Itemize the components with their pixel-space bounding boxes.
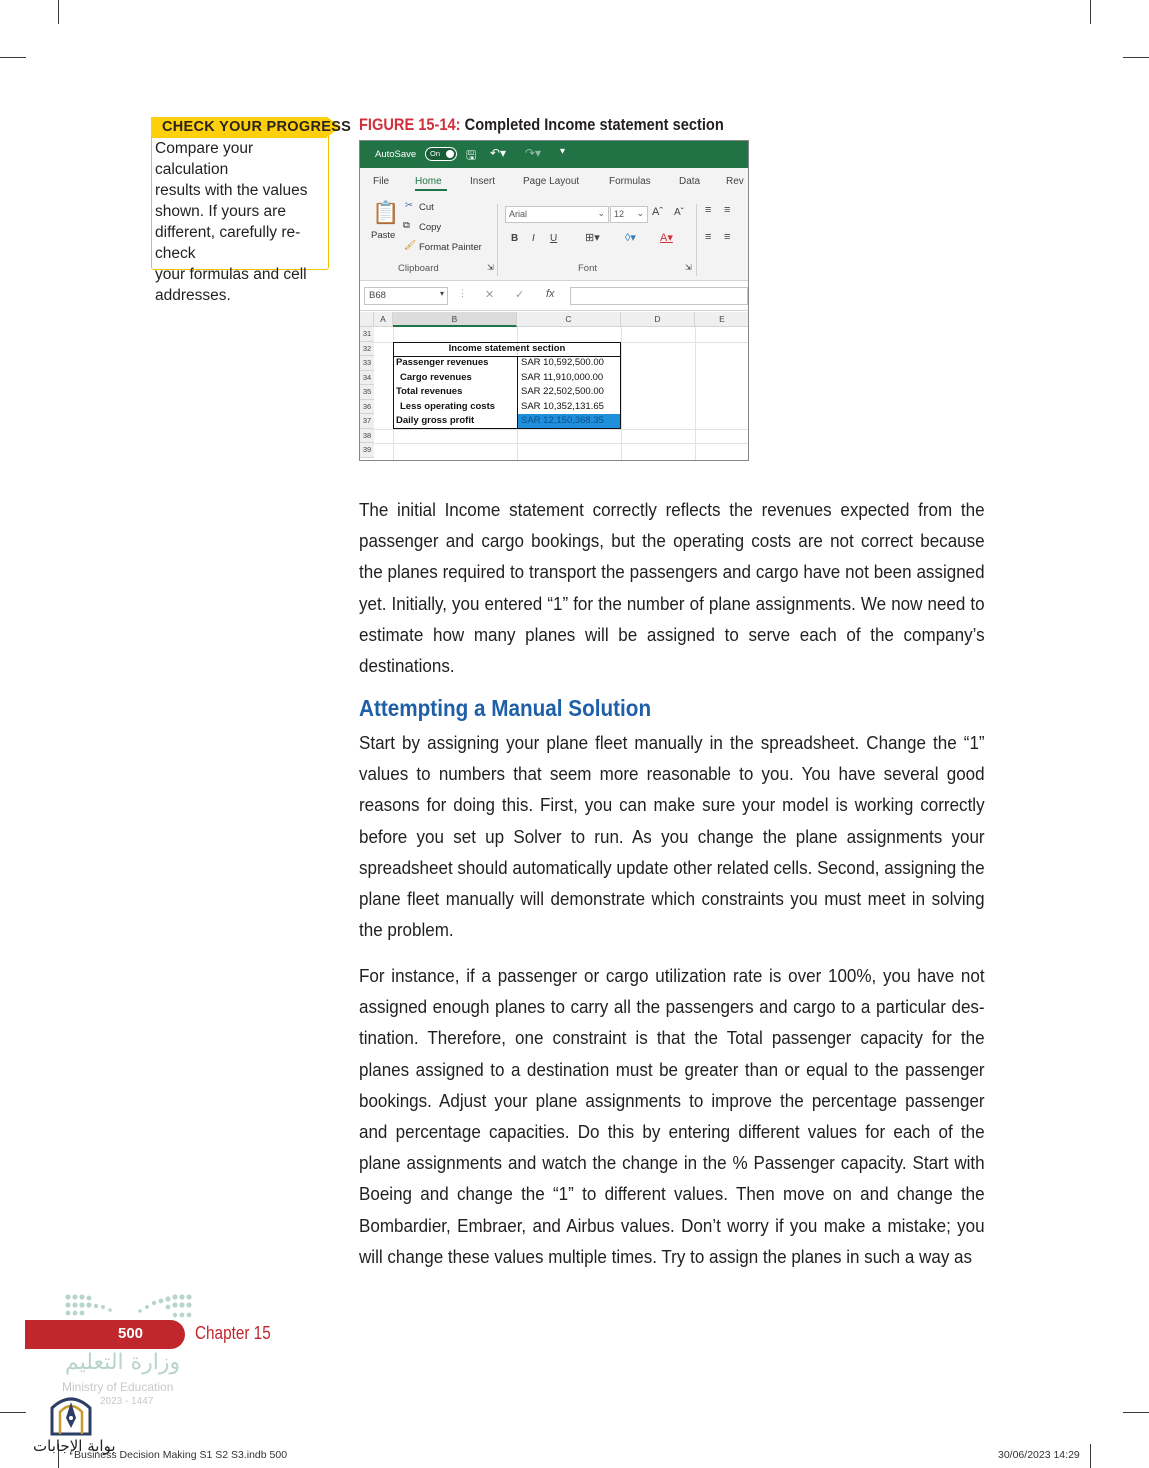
row-header[interactable]: 35 [360, 385, 374, 400]
row-header[interactable]: 36 [360, 400, 374, 415]
format-painter-label[interactable]: Format Painter [419, 242, 482, 253]
font-size-select[interactable] [610, 206, 648, 223]
name-box[interactable] [364, 287, 448, 305]
tab-home[interactable]: Home [415, 176, 442, 187]
more-icon: ⋮ [458, 288, 467, 298]
check-progress-title: CHECK YOUR PROGRESS [162, 119, 352, 135]
check-progress-line: your formulas and cell [155, 266, 307, 283]
table-row-label[interactable]: Daily gross profit [396, 415, 475, 426]
autosave-toggle-label: On [430, 149, 441, 158]
chevron-down-icon: ⌄ [636, 208, 644, 218]
font-name-value: Arial [509, 209, 528, 219]
gridline [374, 429, 749, 430]
ministry-dots-graphic [64, 1293, 204, 1323]
row-header[interactable]: 37 [360, 414, 374, 429]
site-logo-icon [48, 1388, 94, 1436]
font-size-value: 12 [614, 209, 625, 219]
table-row-value[interactable]: SAR 10,352,131.65 [521, 400, 604, 412]
tab-page-layout[interactable]: Page Layout [523, 176, 580, 187]
row-header[interactable]: 39 [360, 443, 374, 458]
redo-icon[interactable]: ↷▾ [525, 146, 542, 160]
column-header-e[interactable]: E [695, 312, 749, 327]
copy-label[interactable]: Copy [419, 222, 442, 233]
crop-mark [0, 1412, 26, 1413]
table-row-value[interactable]: SAR 11,910,000.00 [521, 371, 604, 383]
ministry-name-arabic: وزارة التعليم [65, 1350, 181, 1375]
autosave-label: AutoSave [375, 149, 417, 160]
format-painter-icon[interactable]: 🖌 [404, 240, 417, 251]
formula-bar [360, 281, 749, 311]
tab-data[interactable]: Data [679, 176, 701, 187]
crop-mark [1123, 57, 1149, 58]
dialog-launcher-icon[interactable]: ⇲ [685, 263, 692, 272]
crop-mark [1090, 0, 1091, 24]
insert-function-icon[interactable]: fx [546, 288, 555, 300]
ribbon-separator [497, 204, 498, 276]
row-header[interactable]: 33 [360, 356, 374, 371]
copy-icon[interactable]: ⧉ [403, 220, 410, 231]
chevron-down-icon: ⌄ [597, 208, 605, 218]
check-progress-line: addresses. [155, 287, 231, 304]
font-group-label: Font [578, 263, 598, 274]
check-progress-text [155, 138, 327, 306]
cancel-icon[interactable]: ✕ [485, 289, 495, 301]
table-row-value[interactable]: SAR 12,150,368.35 [521, 415, 604, 426]
body-paragraph: The initial Income statement correctly reflects the revenues expected from the passenger and cargo bookings, but the operating costs are not correct because the planes required to transport the passengers and cargo have not been assigned yet. Initially, you entered “1” for the number of plane assignments. We now need to estimate how many planes will be assigned to serve each of the company’s destinations. [359, 499, 985, 677]
check-progress-line: results with the values [155, 182, 308, 199]
align-center-icon[interactable]: ≡ [724, 231, 731, 243]
page-number-pill [25, 1320, 185, 1349]
crop-mark [0, 57, 26, 58]
table-row-value[interactable]: SAR 22,502,500.00 [521, 386, 604, 397]
excel-ribbon [360, 168, 749, 281]
italic-button[interactable]: I [532, 233, 535, 244]
site-name: بوابة الإجابات [33, 1437, 116, 1455]
paste-icon[interactable]: 📋 [372, 200, 400, 225]
tab-file[interactable]: File [373, 176, 390, 187]
gridline [695, 327, 696, 461]
select-all-corner[interactable] [360, 312, 374, 327]
footer-timestamp: 30/06/2023 14:29 [998, 1449, 1080, 1461]
check-progress-line: Compare your calculation [155, 140, 254, 178]
check-progress-line: different, carefully re-check [155, 224, 301, 262]
column-header-b[interactable]: B [393, 312, 517, 327]
bold-button[interactable]: B [511, 233, 519, 244]
gridline [374, 443, 749, 444]
enter-icon[interactable]: ✓ [515, 289, 525, 301]
table-rule [517, 356, 518, 429]
cut-icon[interactable]: ✂ [405, 200, 413, 211]
table-row-label[interactable]: Passenger revenues [396, 357, 489, 368]
crop-mark [1123, 1412, 1149, 1413]
body-paragraph: For instance, if a passenger or cargo utilization rate is over 100%, you have not assigned enough planes to carry all the passengers and cargo to a particular des-tination. Therefore, one constraint is that the Total passenger capacity for the planes assigned to a destination must be greater than or equal to the passenger bookings. Adjust your plane assignments to improve the percentage passenger and percentage capacities. Do this by entering different values for each of the plane assignments and watch the change in the % Passenger capacity. Start with Boeing and change the “1” to different values. Then move on and change the Bombardier, Embraer, and Airbus values. Don’t worry if you make a mistake; you will change these values multiple times. Try to assign the planes in such a way as [359, 965, 985, 1267]
chevron-down-icon: ▾ [439, 289, 444, 298]
tab-review[interactable]: Rev [726, 176, 744, 187]
increase-font-icon[interactable]: Aˆ [652, 206, 663, 218]
table-row-label[interactable]: Total revenues [396, 386, 463, 397]
name-box-value: B68 [369, 290, 386, 301]
figure-caption [359, 115, 724, 135]
excel-screenshot [359, 140, 749, 461]
table-row-label[interactable]: Less operating costs [400, 400, 496, 412]
underline-button[interactable]: U [550, 233, 558, 244]
crop-mark [1090, 1444, 1091, 1468]
crop-mark [58, 0, 59, 24]
align-middle-icon[interactable]: ≡ [724, 204, 731, 216]
row-header[interactable]: 31 [360, 327, 374, 342]
align-top-icon[interactable]: ≡ [705, 204, 712, 216]
ministry-name-english: Ministry of Education [62, 1380, 174, 1394]
cut-label[interactable]: Cut [419, 202, 434, 213]
paste-label[interactable]: Paste [371, 230, 396, 241]
tab-formulas[interactable]: Formulas [609, 176, 651, 187]
table-row-label[interactable]: Cargo revenues [400, 371, 472, 383]
section-heading: Attempting a Manual Solution [359, 695, 652, 721]
formula-input[interactable] [570, 287, 748, 305]
figure-title: Completed Income statement section [464, 115, 724, 134]
decrease-font-icon[interactable]: Aˇ [674, 207, 684, 218]
figure-label: FIGURE 15-14: [359, 115, 461, 134]
tab-insert[interactable]: Insert [470, 176, 496, 187]
align-left-icon[interactable]: ≡ [705, 231, 712, 243]
undo-icon[interactable]: ↶▾ [490, 146, 507, 160]
ribbon-separator [696, 204, 697, 276]
body-paragraph: Start by assigning your plane fleet manually in the spreadsheet. Change the “1” values to numbers that seem more reasonable to you. You have several good reasons for doing this. First, you can make sure your model is working correctly before you set up Solver to run. As you change the plane assignments your spreadsheet should automatically update other related cells. Second, assigning the plane fleet manually will demonstrate which constraints you must meet in solving the problem. [359, 732, 985, 941]
fill-color-icon[interactable]: ◊▾ [625, 232, 636, 244]
row-header[interactable]: 38 [360, 429, 374, 444]
excel-title-bar [360, 141, 749, 168]
check-progress-line: shown. If yours are [155, 203, 286, 220]
borders-icon[interactable]: ⊞▾ [585, 232, 600, 244]
ministry-year: 2023 - 1447 [100, 1396, 154, 1407]
table-row-value[interactable]: SAR 10,592,500.00 [521, 357, 604, 368]
gridline [621, 327, 622, 461]
clipboard-group-label: Clipboard [398, 263, 439, 274]
font-color-icon[interactable]: A▾ [660, 232, 673, 244]
row-header[interactable]: 32 [360, 342, 374, 357]
save-icon[interactable]: 🖫 [466, 148, 477, 162]
active-tab-indicator [415, 189, 447, 191]
footer-filename: Business Decision Making S1 S2 S3.indb 500 [74, 1449, 288, 1461]
column-header-d[interactable]: D [621, 312, 695, 327]
column-header-a[interactable]: A [374, 312, 393, 327]
customize-toolbar-icon[interactable]: ▾ [560, 146, 566, 157]
font-name-select[interactable] [505, 206, 609, 223]
page-number: 500 [118, 1325, 144, 1342]
spreadsheet-grid [360, 312, 749, 461]
toggle-knob [446, 150, 454, 158]
row-header[interactable]: 34 [360, 371, 374, 386]
income-table-header[interactable]: Income statement section [448, 342, 566, 354]
column-header-c[interactable]: C [517, 312, 621, 327]
dialog-launcher-icon[interactable]: ⇲ [487, 263, 494, 272]
autosave-toggle[interactable] [425, 147, 457, 161]
chapter-label: Chapter 15 [195, 1323, 271, 1343]
